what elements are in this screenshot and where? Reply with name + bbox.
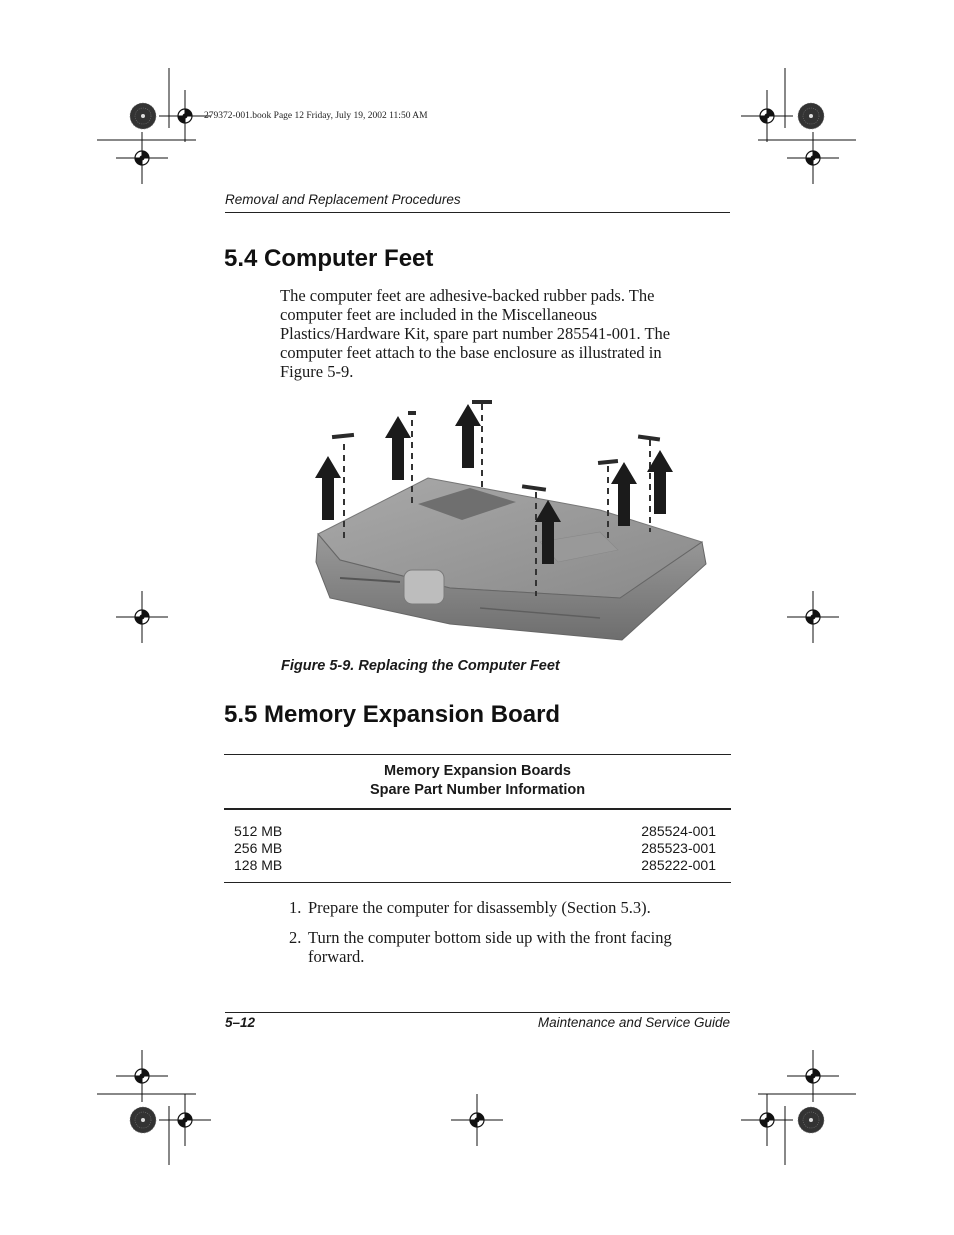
part-number-cell: 285524-001 (641, 823, 716, 839)
table-subtitle: Spare Part Number Information (369, 782, 586, 798)
memory-size-cell: 128 MB (234, 857, 283, 873)
paragraph-line: computer feet are included in the Miscellaneous (280, 305, 598, 324)
table-bottom-rule (224, 882, 731, 883)
list-item (289, 898, 709, 917)
memory-size-cell: 256 MB (234, 840, 283, 856)
table-row (234, 823, 716, 840)
table-row (234, 857, 716, 874)
table-head-rule (224, 808, 731, 810)
footer-rule (225, 1012, 730, 1013)
section-heading-computer-feet: 5.4 Computer Feet (224, 245, 434, 272)
memory-size-cell: 512 MB (234, 823, 283, 839)
step-text: Turn the computer bottom side up with the front facing forward. (308, 928, 672, 966)
table-top-rule (224, 754, 731, 755)
spare-parts-table (234, 823, 716, 874)
step-number: 1. (289, 898, 302, 917)
table-row (234, 840, 716, 857)
running-header: Removal and Replacement Procedures (225, 192, 461, 207)
part-number-cell: 285222-001 (641, 857, 716, 873)
paragraph-line: computer feet attach to the base enclosure as illustrated in (280, 343, 662, 362)
paragraph-line: Plastics/Hardware Kit, spare part number 285541-001. The (280, 324, 671, 343)
table-title: Memory Expansion Boards (384, 763, 571, 779)
section-heading-memory-expansion: 5.5 Memory Expansion Board (224, 701, 561, 728)
step-text: Prepare the computer for disassembly (Section 5.3). (308, 898, 651, 917)
print-stamp: 279372-001.book Page 12 Friday, July 19, 2002 11:50 AM (204, 111, 428, 121)
part-number-cell: 285523-001 (641, 840, 716, 856)
footer-guide-title: Maintenance and Service Guide (537, 1015, 730, 1030)
paragraph-line: Figure 5-9. (280, 362, 354, 381)
header-rule (225, 212, 730, 213)
computer-feet-illustration (300, 392, 720, 654)
computer-feet-paragraph (280, 286, 700, 381)
figure-caption: Figure 5-9. Replacing the Computer Feet (281, 658, 560, 674)
paragraph-line: The computer feet are adhesive-backed rubber pads. The (280, 286, 655, 305)
list-item (289, 928, 709, 966)
procedure-steps (289, 898, 709, 977)
page-number: 5–12 (225, 1015, 256, 1030)
step-number: 2. (289, 928, 302, 947)
